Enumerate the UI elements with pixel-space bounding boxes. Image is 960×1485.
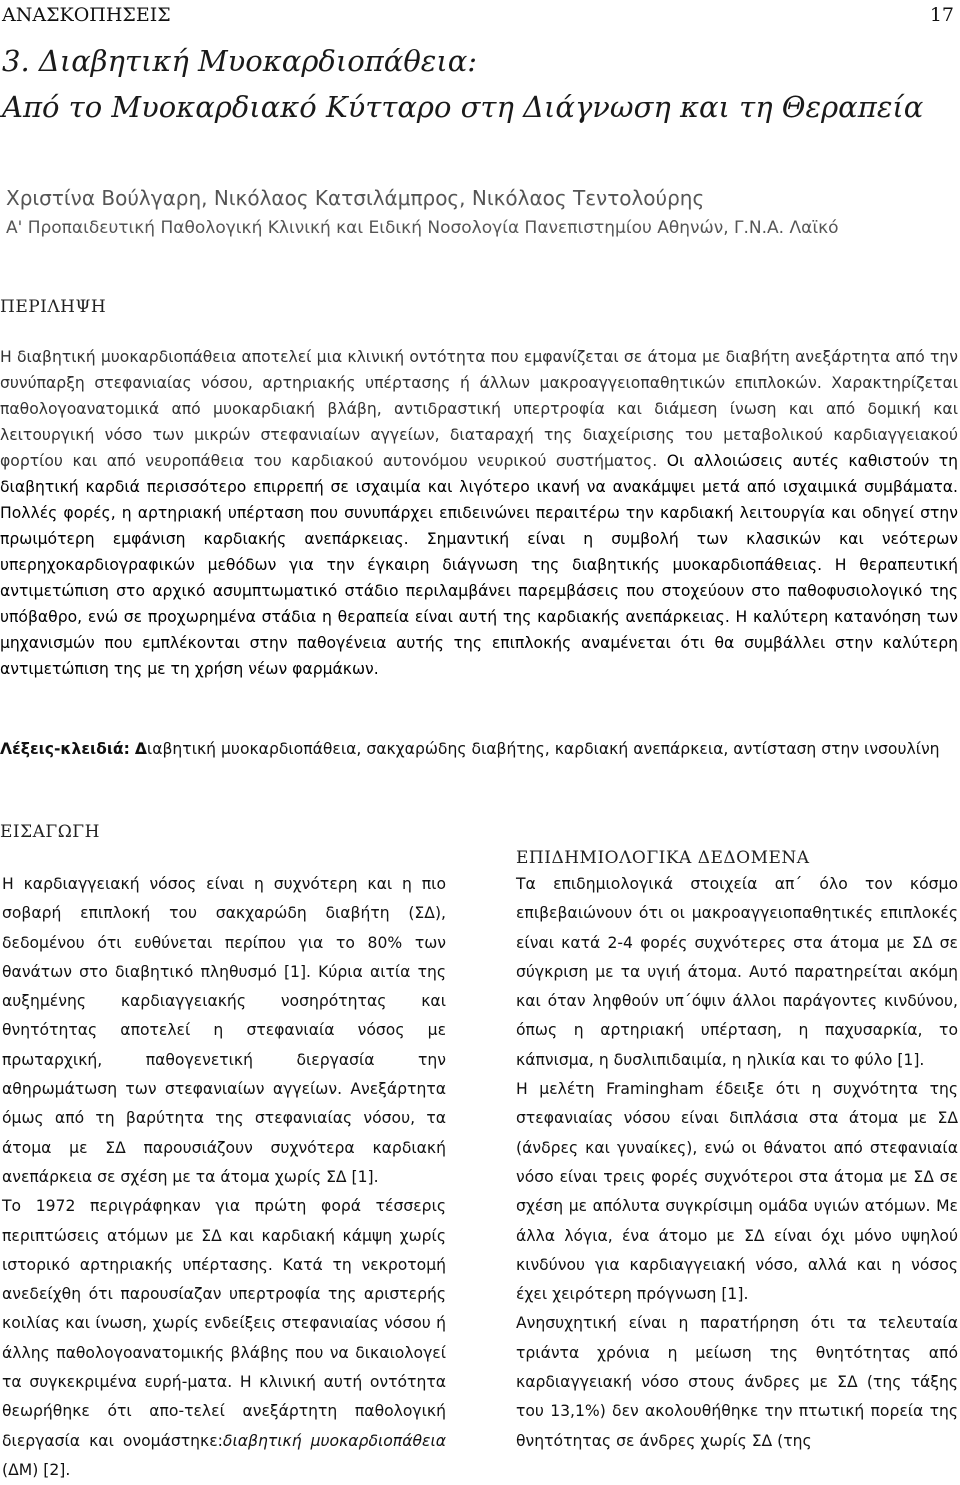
abstract-heading: ΠΕΡΙΛΗΨΗ bbox=[0, 297, 107, 317]
abstract-part-1: Η διαβητική μυοκαρδιοπάθεια αποτελεί μια κλινική οντότητα που εμφανίζεται σε άτομα με διαβήτη ανεξάρτητα από την συνύπαρξη στεφανιαίας νόσου, αρτηριακής υπέρτασης ή άλλων μακροαγγειοπαθητικών επιπλοκών. Χαρακτηρίζεται παθολογοανατομικά από μυοκαρδιακή βλάβη, αντιδραστική υπερτροφία και διάμεση ίνωση και από δομική και λειτουργική νόσο των μικρών στεφανιαίων αγγείων, διαταραχή της διαχείρισης του μεταβολικού καρδιαγγειακού φορτίου και από νευροπάθεια του καρδιακού αυτονόμου νευρικού συστήματος. bbox=[0, 348, 958, 470]
epi-paragraph-1: Τα επιδημιολογικά στοιχεία απ΄ όλο τον κόσμο επιβεβαιώνουν ότι οι μακροαγγειοπαθητικές επιπλοκές είναι κατά 2-4 φορές συχνότερες στα άτομα με ΣΔ σε σύγκριση με τα υγιή άτομα. Αυτό παρατηρείται ακόμη και όταν ληφθούν υπ΄όψιν άλλοι παράγοντες κινδύνου, όπως η αρτηριακή υπέρταση, η παχυσαρκία, το κάπνισμα, η δυσλιπιδαιμία, η ηλικία και το φύλο [1]. bbox=[516, 875, 958, 1069]
section-label: ΑΝΑΣΚΟΠΗΣΕΙΣ bbox=[2, 4, 171, 26]
running-header bbox=[2, 4, 954, 34]
keywords-first-letter: Δ bbox=[134, 740, 147, 758]
keywords-text: ιαβητική μυοκαρδιοπάθεια, σακχαρώδης διαβήτης, καρδιακή ανεπάρκεια, αντίσταση στην ινσουλίνη bbox=[146, 740, 940, 758]
page-number: 17 bbox=[929, 4, 954, 26]
abstract-part-2: Οι αλλοιώσεις αυτές καθιστούν τη διαβητική καρδιά περισσότερο επιρρεπή σε ισχαιμία και λιγότερο ικανή να ανακάμψει μετά από ισχαιμικά συμβάματα. Πολλές φορές, η αρτηριακή υπέρταση που συνυπάρχει επιδεινώνει περαιτέρω την καρδιακή λειτουργία και οδηγεί στην πρωιμότερη εμφάνιση καρδιακής ανεπάρκειας. Σημαντική είναι η συμβολή των κλασικών και νεότερων υπερηχοκαρδιογραφικών μεθόδων για την έγκαιρη διάγνωση της διαβητικής μυοκαρδιοπάθειας. Η θεραπευτική αντιμετώπιση στο αρχικό ασυμπτωματικό στάδιο περιλαμβάνει παρεμβάσεις που στοχεύουν στο παθοφυσιολογικό της υπόβαθρο, ενώ σε προχωρημένα στάδια η θεραπεία είναι αυτή της καρδιακής ανεπάρκειας. Η καλύτερη κατανόηση των μηχανισμών που εμπλέκονται στην παθογένεια αυτής της επιπλοκής αναμένεται ότι θα συμβάλλει στην καλύτερη αντιμετώπιση της με τη χρήση νέων φαρμάκων. bbox=[0, 452, 958, 678]
left-column bbox=[2, 870, 446, 1485]
title-line-2: Από το Μυοκαρδιακό Κύτταρο στη Διάγνωση και τη Θεραπεία bbox=[2, 90, 924, 124]
intro-term: διαβητική μυοκαρδιοπάθεια bbox=[222, 1431, 446, 1450]
keywords bbox=[0, 735, 958, 764]
title-line-1: 3. Διαβητική Μυοκαρδιοπάθεια: bbox=[2, 44, 478, 78]
epi-paragraph-3: Ανησυχητική είναι η παρατήρηση ότι τα τελευταία τριάντα χρόνια η μείωση της θνητότητας από καρδιαγγειακή νόσο στους άνδρες με ΣΔ (της τάξης του 13,1%) δεν ακολουθήθηκε την πτωτική πορεία της θνητότητας σε άνδρες χωρίς ΣΔ (της bbox=[516, 1314, 958, 1450]
introduction-heading: ΕΙΣΑΓΩΓΗ bbox=[0, 822, 100, 842]
abstract-text bbox=[0, 344, 958, 682]
epi-paragraph-2: Η μελέτη Framingham έδειξε ότι η συχνότητα της στεφανιαίας νόσου είναι διπλάσια στα άτομα με ΣΔ (άνδρες και γυναίκες), ενώ οι θάνατοι από στεφανιαία νόσο είναι τρεις φορές συχνότεροι στα άτομα με ΣΔ σε σχέση με απόλυτα συγκρίσιμη ομάδα υγιών ατόμων. Με άλλα λόγια, ένα άτομο με ΣΔ είναι όχι μόνο υψηλού κινδύνου για καρδιαγγειακή νόσο, αλλά και η νόσος έχει χειρότερη πρόγνωση [1]. bbox=[516, 1080, 958, 1304]
intro-paragraph-2 bbox=[2, 1192, 446, 1485]
keywords-label: Λέξεις-κλειδιά: bbox=[0, 740, 130, 758]
intro-paragraph-2-text: Το 1972 περιγράφηκαν για πρώτη φορά τέσσερις περιπτώσεις ατόμων με ΣΔ και καρδιακή κάμψη χωρίς ιστορικό αρτηριακής υπέρτασης. Κατά τη νεκροτομή ανεδείχθη ότι παρουσίαζαν υπερτροφία της αριστερής κοιλίας και ίνωση, χωρίς ενδείξεις στεφανιαίας νόσου ή άλλης παθολογοανατομικής βλάβης που να δικαιολογεί τα συγκεκριμένα ευρή-ματα. Η κλινική αυτή οντότητα θεωρήθηκε ότι απο-τελεί ανεξάρτητη παθολογική διεργασία και ονομάστηκε: bbox=[2, 1197, 446, 1450]
right-column bbox=[516, 870, 958, 1456]
author-list: Χριστίνα Βούλγαρη, Νικόλαος Κατσιλάμπρος, Νικόλαος Τεντολούρης bbox=[6, 186, 705, 210]
affiliation: Α' Προπαιδευτική Παθολογική Κλινική και Ειδική Νοσολογία Πανεπιστημίου Αθηνών, Γ.Ν.Α. Λαϊκό bbox=[6, 218, 839, 238]
epidemiology-heading: ΕΠΙΔΗΜΙΟΛΟΓΙΚΑ ΔΕΔΟΜΕΝΑ bbox=[516, 848, 810, 868]
intro-paragraph-1: Η καρδιαγγειακή νόσος είναι η συχνότερη και η πιο σοβαρή επιπλοκή του σακχαρώδη διαβήτη (ΣΔ), δεδομένου ότι ευθύνεται περίπου για το 80% των θανάτων στο διαβητικό πληθυσμό [1]. Κύρια αιτία της αυξημένης καρδιαγγειακής νοσηρότητας και θνητότητας αποτελεί η στεφανιαία νόσος με πρωταρχική, παθογενετική διεργασία την αθηρωμάτωση των στεφανιαίων αγγείων. Ανεξάρτητα όμως από τη βαρύτητα της στεφανιαίας νόσου, τα άτομα με ΣΔ παρουσιάζουν συχνότερα καρδιακή ανεπάρκεια σε σχέση με τα άτομα χωρίς ΣΔ [1]. bbox=[2, 875, 446, 1186]
article-title bbox=[2, 38, 952, 130]
intro-paragraph-2-end: (ΔΜ) [2]. bbox=[2, 1460, 71, 1479]
